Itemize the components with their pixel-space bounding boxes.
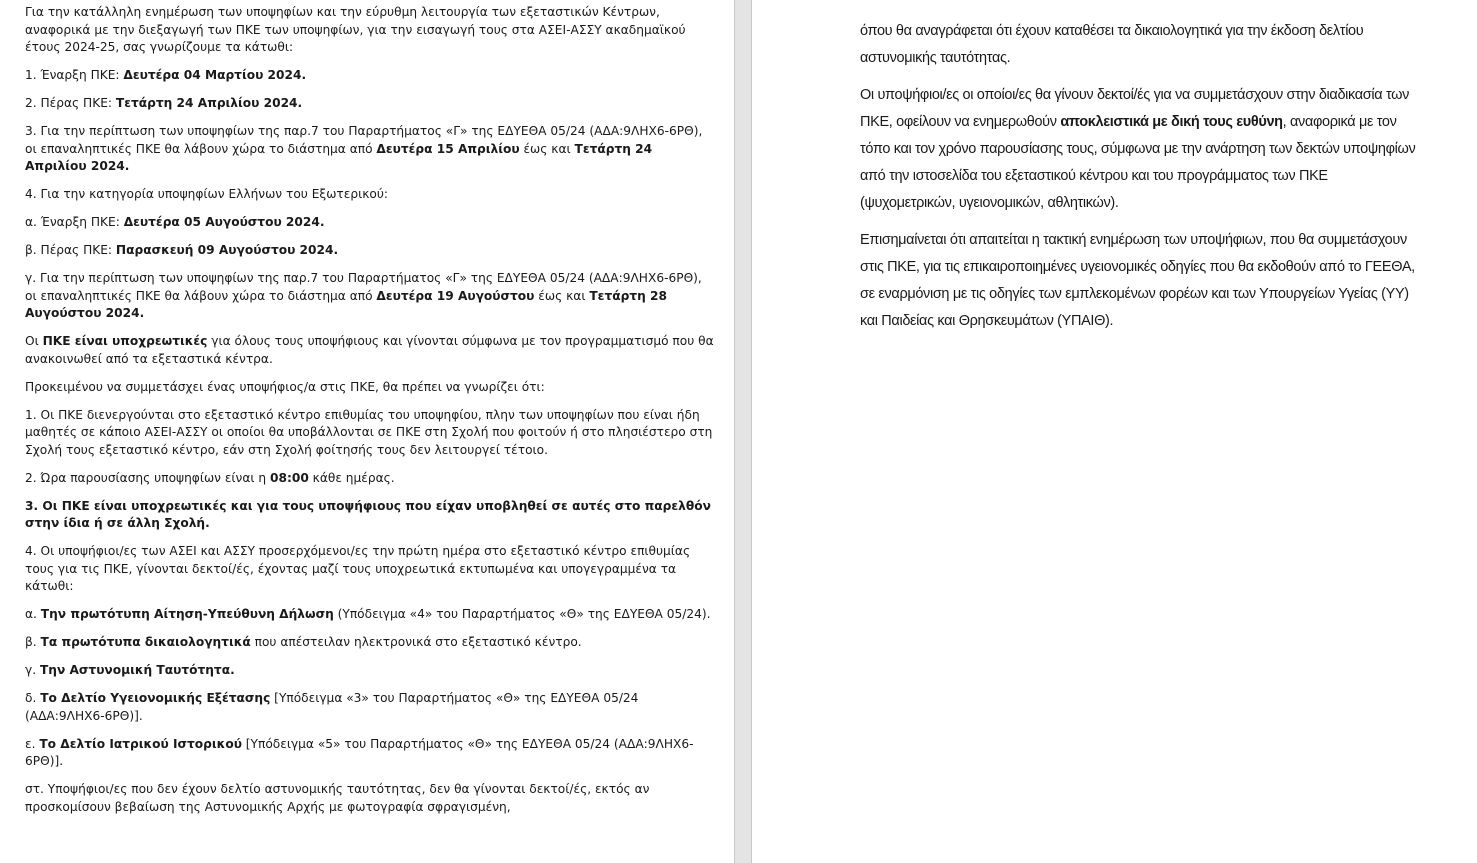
know-intro-paragraph: Προκειμένου να συμμετάσχει ένας υποψήφιος/α στις ΠΚΕ, θα πρέπει να γνωρίζει ότι: bbox=[25, 379, 545, 394]
item-label: α. bbox=[25, 607, 41, 621]
list-item bbox=[25, 270, 714, 323]
list-item bbox=[25, 690, 714, 725]
item-date: Δευτέρα 05 Αυγούστου 2024. bbox=[123, 215, 325, 229]
paragraph-text: για όλους τους υποψήφιους και γίνονται σύμφωνα με τον προγραμματισμό που θα ανακοινωθεί από τα εξεταστικά κέντρα. bbox=[25, 334, 714, 366]
list-item: 4. Οι υποψήφιοι/ες των ΑΣΕΙ και ΑΣΣΥ προσερχόμενοι/ες την πρώτη ημέρα στο εξεταστικό κέντρο επιθυμίας τους για τις ΠΚΕ, γίνονται δεκτοί/ές, έχοντας μαζί τους υποχρεωτικά εκτυπωμένα και υπογεγραμμένα τα κάτωθι: bbox=[25, 544, 691, 593]
item-date: Δευτέρα 04 Μαρτίου 2024. bbox=[123, 68, 307, 82]
list-item bbox=[25, 736, 714, 771]
item-bold-text: Την Αστυνομική Ταυτότητα. bbox=[39, 663, 235, 677]
item-date: Δευτέρα 15 Απριλίου bbox=[376, 141, 520, 156]
list-item bbox=[25, 95, 714, 113]
item-label: γ. bbox=[25, 663, 40, 677]
list-item bbox=[25, 606, 714, 624]
item-text: [Υπόδειγμα «5» του Παραρτήματος «Θ» της ΕΔΥΕΘΑ 05/24 (ΑΔΑ:9ΛΗΧ6-6ΡΘ)]. bbox=[25, 736, 694, 768]
list-item bbox=[25, 498, 714, 533]
paragraph bbox=[860, 82, 1417, 217]
item-label: α. Έναρξη ΠΚΕ: bbox=[25, 215, 124, 229]
item-label: β. Πέρας ΠΚΕ: bbox=[25, 243, 116, 257]
intro-paragraph: Για την κατάλληλη ενημέρωση των υποψηφίων και την εύρυθμη λειτουργία των εξεταστικών Κέντρων, αναφορικά με την διεξαγωγή των ΠΚΕ των υποψηφίων, για την εισαγωγή τους στα ΑΣΕΙ-ΑΣΣΥ ακαδημαϊκού έτους 2024-25, σας γνωρίζουμε τα κάτωθι: bbox=[25, 5, 686, 54]
item-text: κάθε ημέρας. bbox=[308, 470, 395, 485]
item-text: έως και bbox=[519, 141, 575, 156]
item-text: 2. Ώρα παρουσίασης υποψηφίων είναι η bbox=[25, 470, 270, 485]
item-text: 3. Για την περίπτωση των υποψηφίων της παρ.7 του Παραρτήματος «Γ» της ΕΔΥΕΘΑ 05/24 (ΑΔΑ:9ΛΗΧ6-6ΡΘ), οι επαναληπτικές ΠΚΕ θα λάβουν χώρα το διάστημα από bbox=[25, 124, 703, 156]
list-item bbox=[25, 634, 714, 652]
item-bold-text: Το Δελτίο Ιατρικού Ιστορικού bbox=[39, 736, 242, 751]
list-item: 1. Οι ΠΚΕ διενεργούνται στο εξεταστικό κέντρο επιθυμίας του υποψηφίου, πλην των υποψηφίων που είναι ήδη μαθητές σε κάποιο ΑΣΕΙ-ΑΣΣΥ οι οποίοι θα υποβάλλονται σε ΠΚΕ στη Σχολή που φοιτούν ή στο πλησιέστερο στη Σχολή τους εξεταστικό κέντρο, εάν στη Σχολή φοίτησής τους δεν λειτουργεί τέτοιο. bbox=[25, 407, 713, 457]
paragraph-text: Οι bbox=[25, 334, 43, 348]
item-label: δ. bbox=[25, 691, 41, 705]
item-date: Τετάρτη 24 Απριλίου 2024. bbox=[115, 96, 303, 110]
item-label: ε. bbox=[25, 736, 40, 751]
paragraph-bold: ΠΚΕ είναι υποχρεωτικές bbox=[42, 334, 208, 348]
list-item bbox=[25, 242, 714, 260]
paragraph: όπου θα αναγράφεται ότι έχουν καταθέσει τα δικαιολογητικά για την έκδοση δελτίου αστυνομικής ταυτότητας. bbox=[860, 23, 1364, 66]
item-date: Δευτέρα 19 Αυγούστου bbox=[376, 288, 535, 303]
list-item bbox=[25, 662, 714, 680]
list-item bbox=[25, 123, 714, 176]
item-text: (Υπόδειγμα «4» του Παραρτήματος «Θ» της ΕΔΥΕΘΑ 05/24). bbox=[333, 607, 711, 621]
item-text: [Υπόδειγμα «3» του Παραρτήματος «Θ» της ΕΔΥΕΘΑ 05/24 (ΑΔΑ:9ΛΗΧ6-6ΡΘ)]. bbox=[25, 691, 639, 723]
item-bold-text: 3. Οι ΠΚΕ είναι υποχρεωτικές και για τους υποψήφιους που είχαν υποβληθεί σε αυτές στο παρελθόν στην ίδια ή σε άλλη Σχολή. bbox=[25, 498, 711, 530]
document-page-left bbox=[0, 0, 734, 863]
list-item bbox=[25, 67, 714, 85]
item-bold-text: Την πρωτότυπη Αίτηση-Υπεύθυνη Δήλωση bbox=[40, 607, 334, 621]
paragraph-text: , αναφορικά με τον τόπο και τον χρόνο παρουσίασης τους, σύμφωνα με την ανάρτηση των δεκτών υποψηφίων από την ιστοσελίδα του εξεταστικού κέντρου και του προγράμματος των ΠΚΕ (ψυχομετρικών, υγειονομικών, αθλητικών). bbox=[860, 114, 1416, 211]
item-bold-text: Το Δελτίο Υγειονομικής Εξέτασης bbox=[40, 691, 271, 705]
list-item: στ. Υποψήφιοι/ες που δεν έχουν δελτίο αστυνομικής ταυτότητας, δεν θα γίνονται δεκτοί/ές, εκτός αν προσκομίσουν βεβαίωση της Αστυνομικής Αρχής με φωτογραφία σφραγισμένη, bbox=[25, 782, 650, 814]
item-label: 1. Έναρξη ΠΚΕ: bbox=[25, 68, 124, 82]
item-label: β. bbox=[25, 635, 41, 649]
item-text: που απέστειλαν ηλεκτρονικά στο εξεταστικό κέντρο. bbox=[250, 635, 582, 649]
paragraph-bold: αποκλειστικά με δική τους ευθύνη bbox=[1060, 114, 1283, 130]
item-text: έως και bbox=[534, 288, 590, 303]
item-time: 08:00 bbox=[270, 470, 309, 485]
paragraph-text: Οι υποψήφιοι/ες οι οποίοι/ες θα γίνουν δεκτοί/ές για να συμμετάσχουν στην διαδικασία των ΠΚΕ, οφείλουν να ενημερωθούν bbox=[860, 87, 1410, 130]
list-item bbox=[25, 470, 714, 488]
list-item bbox=[25, 214, 714, 232]
document-page-right bbox=[752, 0, 1477, 863]
page-gutter bbox=[734, 0, 752, 863]
item-date: Τετάρτη 28 Αυγούστου 2024. bbox=[25, 288, 667, 320]
paragraph: Επισημαίνεται ότι απαιτείται η τακτική ενημέρωση των υποψήφιων, που θα συμμετάσχουν στις ΠΚΕ, για τις επικαιροποιημένες υγειονομικές οδηγίες που θα εκδοθούν από το ΓΕΕΘΑ, σε εναρμόνιση με τις οδηγίες των εμπλεκομένων φορέων και των Υπουργείων Υγείας (ΥΥ) και Παιδείας και Θρησκευμάτων (ΥΠΑΙΘ). bbox=[860, 232, 1415, 329]
mandatory-paragraph bbox=[25, 333, 714, 368]
item-label: 2. Πέρας ΠΚΕ: bbox=[25, 96, 116, 110]
item-date: Παρασκευή 09 Αυγούστου 2024. bbox=[115, 243, 339, 257]
list-item: 4. Για την κατηγορία υποψηφίων Ελλήνων του Εξωτερικού: bbox=[25, 187, 388, 201]
item-date: Τετάρτη 24 Απριλίου 2024. bbox=[25, 141, 653, 173]
item-text: γ. Για την περίπτωση των υποψηφίων της παρ.7 του Παραρτήματος «Γ» της ΕΔΥΕΘΑ 05/24 (ΑΔΑ:9ΛΗΧ6-6ΡΘ), οι επαναληπτικές ΠΚΕ θα λάβουν χώρα το διάστημα από bbox=[25, 271, 702, 303]
item-bold-text: Τα πρωτότυπα δικαιολογητικά bbox=[40, 635, 251, 649]
